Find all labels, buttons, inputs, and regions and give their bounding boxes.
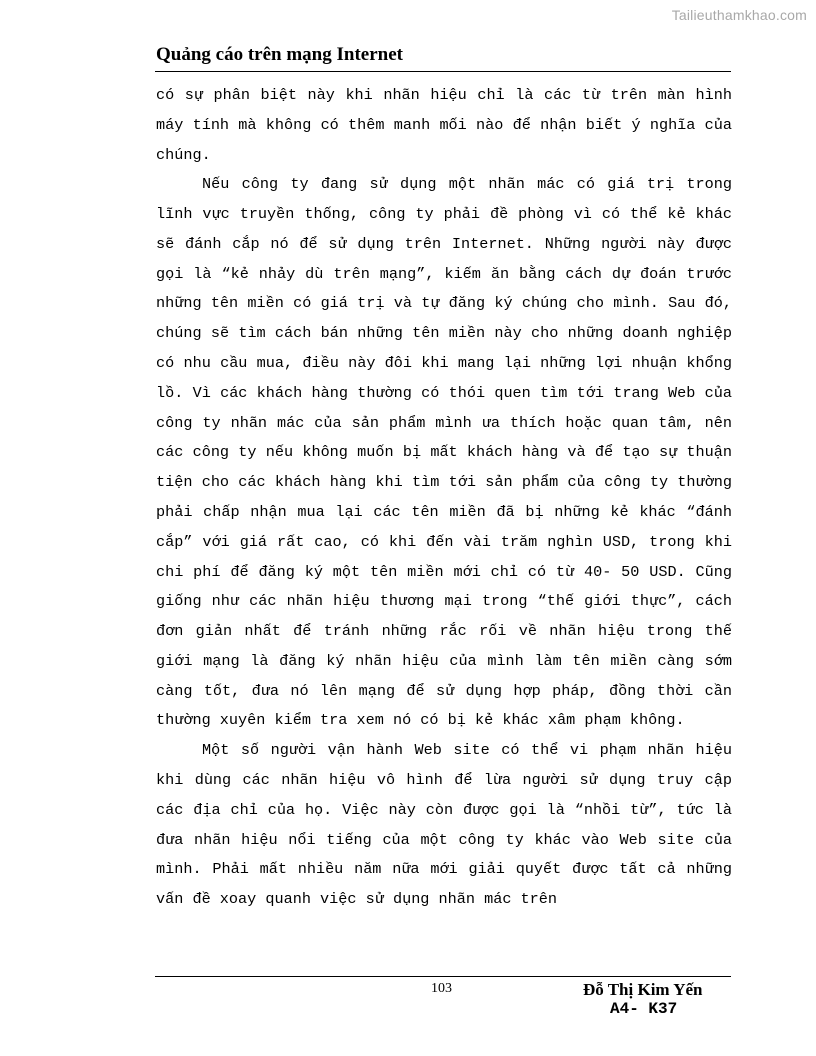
header-divider <box>155 71 731 72</box>
paragraph: Một số người vận hành Web site có thể vi phạm nhãn hiệu khi dùng các nhãn hiệu vô hình để lừa người sử dụng truy cập các địa chỉ của họ. Việc này còn được gọi là “nhồi từ”, tức là đưa nhãn hiệu nổi tiếng của một công ty khác vào Web site của mình. Phải mất nhiều năm nữa mới giải quyết được tất cả những vấn đề xoay quanh việc sử dụng nhãn mác trên <box>156 741 732 909</box>
body-text <box>156 81 732 915</box>
footer-divider <box>155 976 731 977</box>
author-class: A4- K37 <box>610 1000 678 1018</box>
author-name: Đỗ Thị Kim Yến <box>583 980 703 999</box>
watermark: Tailieuthamkhao.com <box>671 7 807 23</box>
paragraph-continuation: có sự phân biệt này khi nhãn hiệu chỉ là các từ trên màn hình máy tính mà không có thêm manh mối nào để nhận biết ý nghĩa của chúng. <box>156 86 732 164</box>
paragraph: Nếu công ty đang sử dụng một nhãn mác có giá trị trong lĩnh vực truyền thống, công ty phải đề phòng vì có thể kẻ khác sẽ đánh cắp nó để sử dụng trên Internet. Những người này được gọi là “kẻ nhảy dù trên mạng”, kiếm ăn bằng cách dự đoán trước những tên miền có giá trị và tự đăng ký chúng cho mình. Sau đó, chúng sẽ tìm cách bán những tên miền này cho những doanh nghiệp có nhu cầu mua, điều này đôi khi mang lại những lợi nhuận khổng lồ. Vì các khách hàng thường có thói quen tìm tới trang Web của công ty nhãn mác của sản phẩm mình ưa thích hoặc quan tâm, nên các công ty nếu không muốn bị mất khách hàng và để tạo sự thuận tiện cho các khách hàng khi tìm tới sản phẩm của công ty thường phải chấp nhận mua lại các tên miền đã bị những kẻ khác “đánh cắp” với giá rất cao, có khi đến vài trăm nghìn USD, trong khi chi phí để đăng ký một tên miền mới chỉ có từ 40- 50 USD. Cũng giống như các nhãn hiệu thương mại trong “thế giới thực”, cách đơn giản nhất để tránh những rắc rối về nhãn hiệu trong thế giới mạng là đăng ký nhãn hiệu của mình làm tên miền càng sớm càng tốt, đưa nó lên mạng để sử dụng hợp pháp, đồng thời cần thường xuyên kiểm tra xem nó có bị kẻ khác xâm phạm không. <box>156 175 732 730</box>
page-header-title: Quảng cáo trên mạng Internet <box>156 44 403 65</box>
page-number: 103 <box>431 981 452 996</box>
